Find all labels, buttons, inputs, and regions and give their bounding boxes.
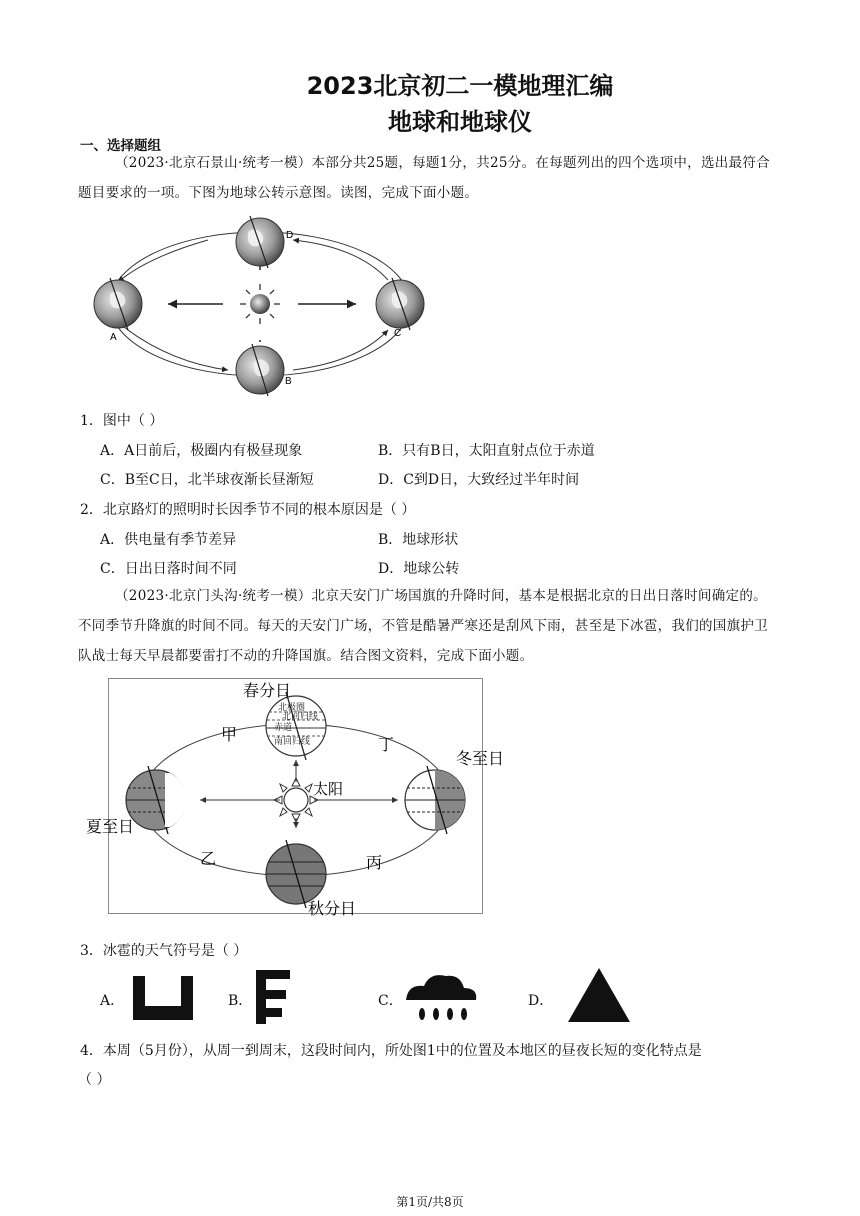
equator-label: 赤道 bbox=[274, 723, 293, 733]
tropic-capricorn-label: 南回归线 bbox=[274, 737, 311, 747]
q1-option-a[interactable]: A．A日前后，极圈内有极昼现象 bbox=[100, 443, 303, 459]
question-4-stem: 4．本周（5月份），从周一到周末，这段时间内，所处图1中的位置及本地区的昼夜长短的变化特点是 bbox=[80, 1043, 702, 1059]
page-subtitle: 地球和地球仪 bbox=[388, 108, 532, 136]
page-title: 2023北京初二一模地理汇编 bbox=[306, 72, 614, 100]
globe-a-icon bbox=[94, 278, 142, 330]
q3-option-d-label[interactable]: D． bbox=[528, 993, 554, 1009]
question-4-paren: （ ） bbox=[78, 1072, 111, 1088]
label-d: D bbox=[286, 230, 294, 241]
spring-equinox-label: 春分日 bbox=[243, 681, 292, 700]
q2-option-b[interactable]: B．地球形状 bbox=[378, 532, 459, 548]
q3-option-b-label[interactable]: B． bbox=[228, 993, 253, 1009]
label-b: B bbox=[285, 376, 292, 387]
q3-option-a-label[interactable]: A． bbox=[100, 993, 125, 1009]
label-a: A bbox=[110, 332, 117, 343]
label-c: C bbox=[394, 328, 402, 339]
label-bing: 丙 bbox=[366, 853, 383, 872]
q2-option-d[interactable]: D．地球公转 bbox=[378, 561, 460, 577]
label-jia: 甲 bbox=[221, 725, 238, 744]
q1-option-b[interactable]: B．只有B日，太阳直射点位于赤道 bbox=[378, 443, 595, 459]
sun-label: 太阳 bbox=[313, 780, 344, 798]
q2-option-c[interactable]: C．日出日落时间不同 bbox=[100, 561, 237, 577]
earth-revolution-figure bbox=[88, 212, 433, 400]
season-orbit-figure bbox=[86, 678, 505, 918]
intro-paragraph-2: （2023·北京门头沟·统考一模）北京天安门广场国旗的升降时间，基本是根据北京的日出日落时间确定的。不同季节升降旗的时间不同。每天的天安门广场，不管是酷暑严寒还是刮风下雨，甚至是下冰雹，我们的国旗护卫队战士每天早晨都要雷打不动的升降国旗。结合图文资料，完成下面小题。 bbox=[78, 588, 768, 664]
hail-triangle-icon[interactable] bbox=[568, 968, 630, 1022]
q1-option-d[interactable]: D．C到D日，大致经过半年时间 bbox=[378, 472, 580, 488]
sun-icon bbox=[240, 284, 280, 324]
globe-d-icon bbox=[236, 216, 284, 268]
tropic-cancer-label: 北回归线 bbox=[282, 712, 319, 722]
question-3-stem: 3．冰雹的天气符号是（ ） bbox=[80, 943, 248, 959]
q2-option-a[interactable]: A．供电量有季节差异 bbox=[100, 532, 237, 548]
page-footer: 第1页/共8页 bbox=[396, 1195, 464, 1209]
q1-option-c[interactable]: C．B至C日，北半球夜渐长昼渐短 bbox=[100, 472, 314, 488]
autumn-equinox-label: 秋分日 bbox=[308, 899, 357, 918]
section-heading: 一、选择题组 bbox=[80, 138, 161, 154]
wind-flag-icon[interactable] bbox=[256, 970, 290, 1024]
intro-paragraph-1: （2023·北京石景山·统考一模）本部分共25题，每题1分，共25分。在每题列出的四个选项中，选出最符合题目要求的一项。下图为地球公转示意图。读图，完成下面小题。 bbox=[78, 155, 770, 201]
sun-icon bbox=[274, 778, 318, 822]
globe-b-icon bbox=[236, 344, 284, 396]
arctic-circle-label: 北极圈 bbox=[278, 703, 306, 713]
label-ding: 丁 bbox=[378, 735, 395, 754]
label-yi: 乙 bbox=[200, 849, 217, 868]
winter-solstice-label: 冬至日 bbox=[456, 749, 505, 768]
question-1-stem: 1．图中（ ） bbox=[80, 413, 164, 429]
q3-option-c-label[interactable]: C． bbox=[378, 993, 403, 1009]
globe-c-icon bbox=[376, 278, 424, 330]
rain-cloud-icon[interactable] bbox=[404, 970, 478, 1022]
hail-fog-icon[interactable] bbox=[133, 976, 193, 1020]
question-2-stem: 2．北京路灯的照明时长因季节不同的根本原因是（ ） bbox=[80, 502, 416, 518]
summer-solstice-label: 夏至日 bbox=[86, 817, 135, 836]
